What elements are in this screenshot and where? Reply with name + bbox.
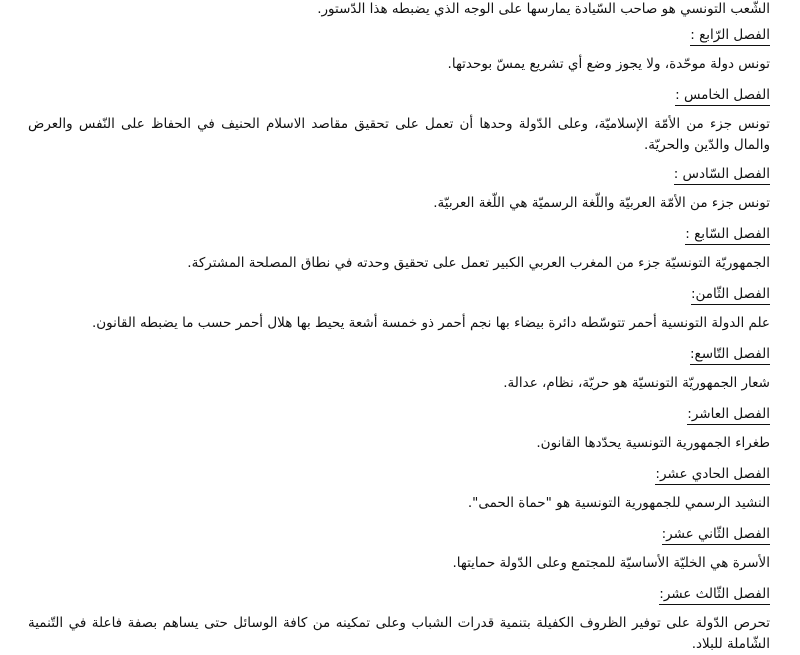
article-text: علم الدولة التونسية أحمر تتوسّطه دائرة بيضاء بها نجم أحمر ذو خمسة أشعة يحيط بها هلال أحمر حسب ما يضبطه القانون. [91, 315, 770, 331]
article-heading: الفصل العاشر: [687, 406, 770, 425]
article-3-tail-text: الشّعب التونسي هو صاحب السّيادة يمارسها على الوجه الذي يضبطه هذا الدّستور. [317, 1, 770, 17]
article-text: تونس جزء من الأمّة العربيّة واللّغة الرسميّة هي اللّغة العربيّة. [433, 195, 770, 211]
article-heading: الفصل الثّاني عشر: [662, 526, 770, 545]
article-8 [28, 283, 770, 334]
article-heading: الفصل الحادي عشر: [655, 466, 770, 485]
article-heading: الفصل الثّامن: [691, 286, 770, 305]
article-heading: الفصل السّادس : [674, 166, 770, 185]
article-heading: الفصل الخامس : [675, 87, 770, 106]
article-text: النشيد الرسمي للجمهورية التونسية هو "حماة الحمى". [467, 495, 770, 511]
article-4 [28, 24, 770, 75]
article-13 [28, 583, 770, 655]
article-text: شعار الجمهوريّة التونسيّة هو حريّة، نظام، عدالة. [503, 375, 770, 391]
article-heading: الفصل الرّابع : [690, 27, 770, 46]
article-text: تونس دولة موحّدة، ولا يجوز وضع أي تشريع يمسّ بوحدتها. [447, 56, 770, 72]
article-12 [28, 523, 770, 574]
article-5 [28, 84, 770, 156]
article-text: تونس جزء من الأمّة الإسلاميّة، وعلى الدّولة وحدها أن تعمل على تحقيق مقاصد الاسلام الحنيف في الحفاظ على النّفس والعرض والمال والدّين والحريّة. [28, 116, 770, 153]
article-10 [28, 403, 770, 454]
article-6 [28, 163, 770, 214]
article-9 [28, 343, 770, 394]
article-7 [28, 223, 770, 274]
article-heading: الفصل الثّالث عشر: [659, 586, 770, 605]
article-text: الأسرة هي الخليّة الأساسيّة للمجتمع وعلى الدّولة حمايتها. [452, 555, 770, 571]
article-text: الجمهوريّة التونسيّة جزء من المغرب العربي الكبير تعمل على تحقيق وحدته في نطاق المصلحة المشتركة. [187, 255, 770, 271]
article-text: طغراء الجمهورية التونسية يحدّدها القانون. [536, 435, 770, 451]
article-text: تحرص الدّولة على توفير الظروف الكفيلة بتنمية قدرات الشباب وعلى تمكينه من كافة الوسائل حتى يساهم بصفة فاعلة في التّنمية الشّاملة للبلاد. [28, 615, 770, 652]
article-11 [28, 463, 770, 514]
article-heading: الفصل التّاسع: [690, 346, 770, 365]
article-heading: الفصل السّابع : [685, 226, 770, 245]
